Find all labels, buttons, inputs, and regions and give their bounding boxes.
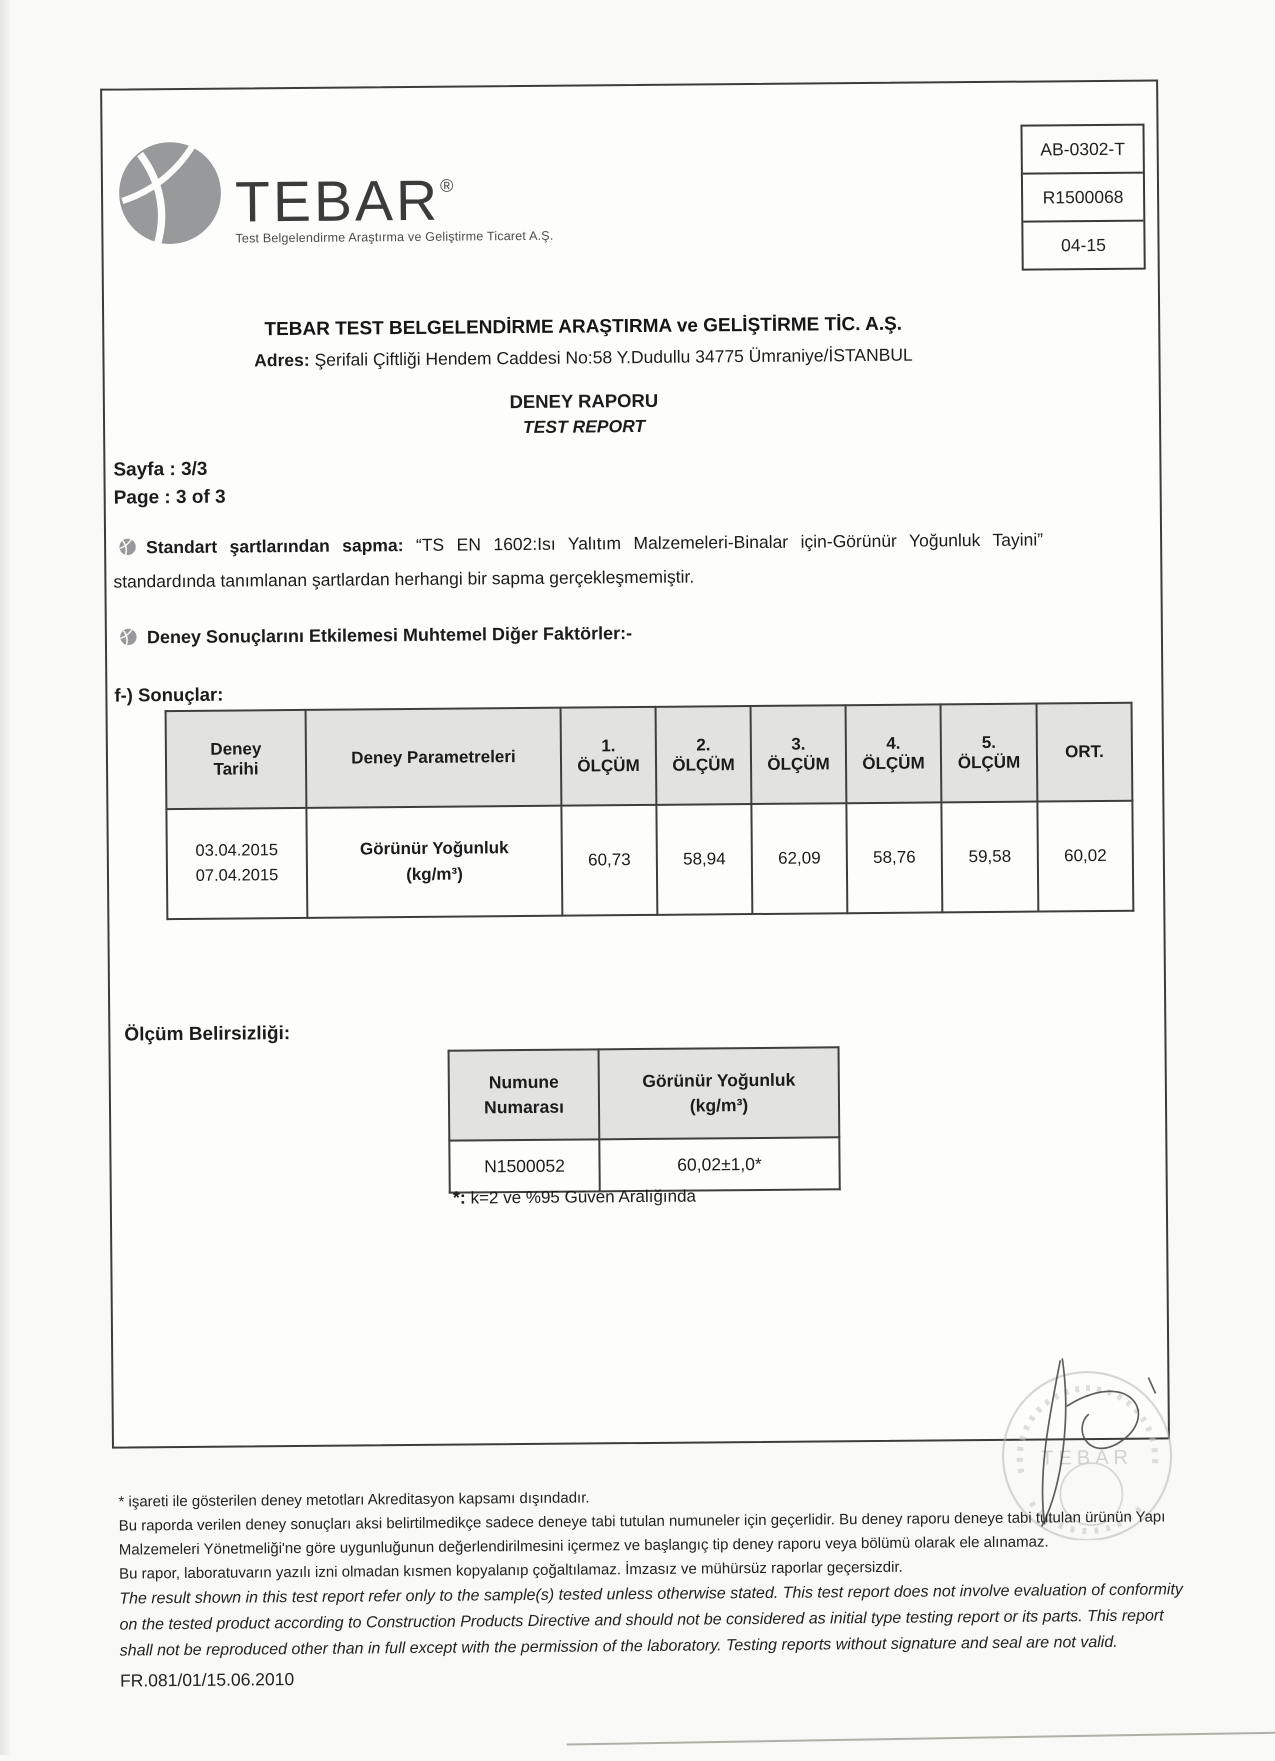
uncertainty-heading: Ölçüm Belirsizliği: — [124, 1023, 291, 1046]
report-body — [113, 522, 1045, 712]
footnote-text: k=2 ve %95 Güven Aralığında — [465, 1186, 697, 1208]
company-name: TEBAR TEST BELGELENDİRME ARAŞTIRMA ve GELİŞTİRME TİC. A.Ş. — [264, 313, 903, 341]
page-indicator-tr: Sayfa : 3/3 — [113, 458, 208, 481]
uncertainty-footnote — [453, 1186, 696, 1209]
cell-density-value: 60,02±1,0* — [599, 1137, 839, 1191]
footer-note-2: Bu raporda verilen deney sonuçları aksi belirtilmedikçe sadece deneye tabi tutulan numuneler için geçerlidir. Bu deney raporu deneye tabi tutulan ürünün Yapı Malzemeleri Yönetmeliği'ne göre uygunluğunun değerlendirilmesini içermez ve başlangıç tip deney raporu veya bölümü olarak ele alınamaz. — [118, 1508, 1166, 1559]
header-average: ORT. — [1037, 703, 1133, 802]
report-border-frame — [100, 79, 1170, 1448]
globe-bullet-icon — [119, 532, 136, 549]
deviation-paragraph — [113, 522, 1044, 598]
page-indicator-en: Page : 3 of 3 — [113, 486, 226, 509]
footer-note-3: Bu rapor, laboratuvarın yazılı izni olmadan kısmen kopyalanıp çoğaltılamaz. İmzasız ve mühürsüz raporlar geçersizdir. — [119, 1558, 903, 1583]
page-indicator — [113, 456, 225, 513]
header-sample-number: Numune Numarası — [449, 1049, 600, 1140]
cell-sample-number: N1500052 — [449, 1139, 599, 1192]
header-measure-5: 5. ÖLÇÜM — [941, 704, 1038, 803]
results-table — [165, 702, 1135, 920]
brand-tagline: Test Belgelendirme Araştırma ve Geliştirme Ticaret A.Ş. — [235, 228, 554, 246]
other-factors-label: Deney Sonuçlarını Etkilemesi Muhtemel Diğer Faktörler:- — [146, 623, 633, 648]
footer-notes — [118, 1481, 1192, 1692]
globe-bullet-icon — [120, 622, 137, 639]
tebar-logo — [117, 137, 554, 247]
form-code: FR.081/01/15.06.2010 — [119, 1669, 295, 1691]
header-apparent-density: Görünür Yoğunluk (kg/m³) — [599, 1047, 840, 1139]
header-measure-3: 3. ÖLÇÜM — [751, 705, 847, 804]
header-measure-1: 1. ÖLÇÜM — [561, 707, 657, 806]
cell-measure-5: 59,58 — [941, 802, 1038, 913]
cell-measure-1: 60,73 — [561, 805, 657, 916]
globe-logo-icon — [117, 140, 224, 247]
header-measure-2: 2. ÖLÇÜM — [656, 706, 752, 805]
deviation-text: “TS EN 1602:Isı Yalıtım Malzemeleri-Binalar için-Görünür Yoğunluk Tayini” standardında tanımlanan şartlardan herhangi bir sapma gerçekleşmemiştir. — [113, 529, 1044, 592]
cell-measure-4: 58,76 — [846, 802, 942, 913]
address-text: Şerifali Çiftliği Hendem Caddesi No:58 Y.Dudullu 34775 Ümraniye/İSTANBUL — [314, 344, 913, 370]
registered-mark: ® — [439, 175, 454, 196]
date-code: 04-15 — [1061, 234, 1106, 256]
results-header-row — [166, 703, 1133, 809]
uncertainty-table — [448, 1046, 841, 1193]
accreditation-code: AB-0302-T — [1022, 126, 1142, 175]
brand-name: TEBAR® — [234, 168, 454, 235]
results-section-heading: f-) Sonuçlar: — [114, 683, 224, 706]
address-label: Adres: — [254, 349, 310, 371]
cell-test-dates: 03.04.2015 07.04.2015 — [166, 808, 307, 919]
report-title-english: TEST REPORT — [522, 415, 646, 438]
header-test-parameters: Deney Parametreleri — [306, 708, 562, 808]
cell-measure-3: 62,09 — [751, 803, 847, 914]
other-factors-paragraph — [114, 612, 1044, 654]
results-data-row — [166, 801, 1133, 919]
uncertainty-header-row — [449, 1047, 840, 1140]
footer-note-english: The result shown in this test report refer only to the sample(s) tested unless otherwise stated. This test report does not involve evaluation of conformity on the tested product according to Construction Products Directive and should not be considered as initial type testing report or its parts. This report shall not be reproduced other than in full except with the permission of the laboratory. Testing reports without signature and seal are not valid. — [119, 1581, 1183, 1660]
cell-parameter: Görünür Yoğunluk (kg/m³) — [306, 806, 562, 918]
company-address — [104, 343, 1062, 372]
cell-measure-2: 58,94 — [656, 804, 752, 915]
report-number: R1500068 — [1023, 174, 1143, 223]
document-header — [104, 311, 1159, 441]
svg-text:TEBAR: TEBAR — [1041, 1446, 1134, 1470]
uncertainty-data-row — [449, 1137, 839, 1192]
report-title-turkish: DENEY RAPORU — [509, 389, 659, 413]
deviation-label: Standart şartlarından sapma: — [146, 535, 404, 558]
footnote-star: *: — [452, 1187, 466, 1208]
header-test-date: Deney Tarihi — [166, 710, 307, 809]
header-measure-4: 4. ÖLÇÜM — [846, 704, 942, 803]
reference-number-box — [1020, 124, 1145, 271]
cell-average: 60,02 — [1037, 801, 1133, 912]
footer-note-1: * işareti ile gösterilen deney metotları Akreditasyon kapsamı dışındadır. — [118, 1489, 590, 1511]
scan-bottom-artifact — [567, 1732, 1275, 1746]
